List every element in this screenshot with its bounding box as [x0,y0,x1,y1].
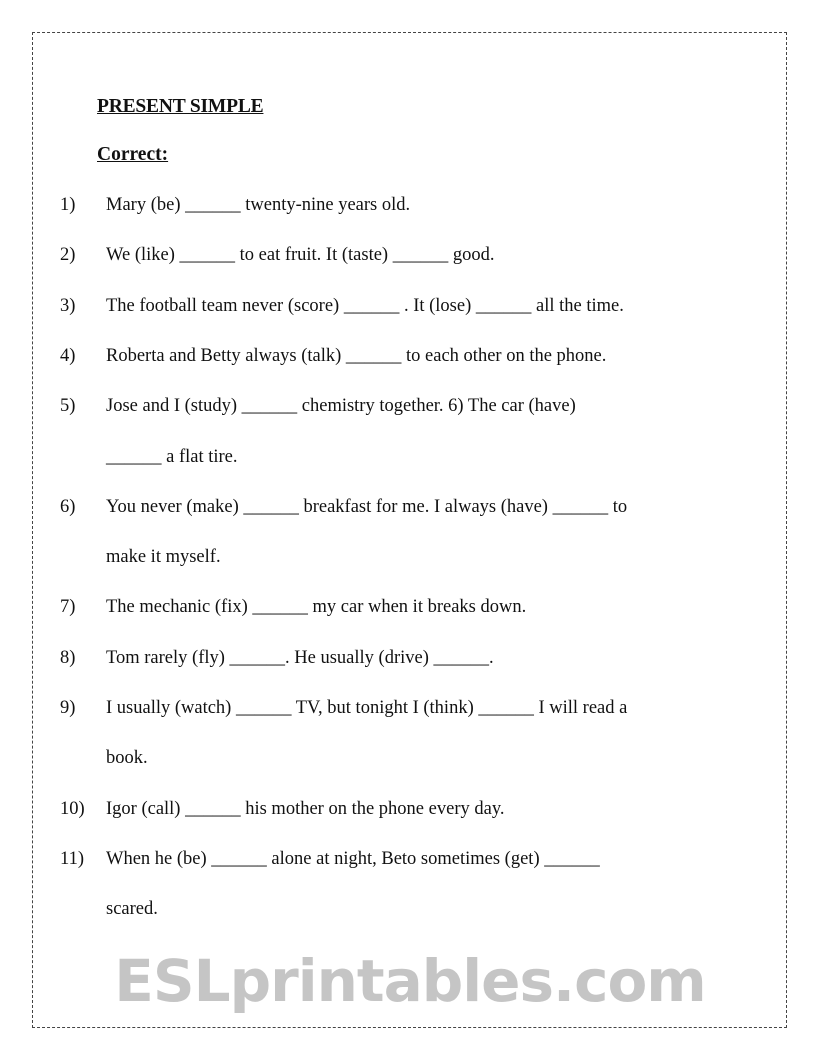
item-number: 5) [60,396,76,416]
item-text: When he (be) ______ alone at night, Beto sometimes (get) ______ [106,849,600,869]
page-border [32,32,787,1028]
watermark-logo: ESLprintables.com [114,947,706,1015]
item-number: 4) [60,346,76,366]
item-text: book. [106,748,148,768]
item-text: Igor (call) ______ his mother on the phone every day. [106,799,505,819]
item-number: 6) [60,497,76,517]
item-text: Roberta and Betty always (talk) ______ to each other on the phone. [106,346,607,366]
item-number: 7) [60,597,76,617]
instructions-heading: Correct: [97,144,169,165]
item-text: make it myself. [106,547,221,567]
item-text: Mary (be) ______ twenty-nine years old. [106,195,411,215]
item-text: You never (make) ______ breakfast for me. I always (have) ______ to [106,497,628,517]
item-number: 3) [60,296,76,316]
item-text: scared. [106,899,158,919]
item-text: ______ a flat tire. [106,447,238,467]
item-number: 10) [60,799,85,819]
item-number: 9) [60,698,76,718]
item-text: I usually (watch) ______ TV, but tonight I (think) ______ I will read a [106,698,628,718]
item-text: We (like) ______ to eat fruit. It (taste) ______ good. [106,245,495,265]
item-text: Tom rarely (fly) ______. He usually (drive) ______. [106,648,494,668]
item-number: 2) [60,245,76,265]
item-text: Jose and I (study) ______ chemistry together. 6) The car (have) [106,396,576,416]
item-number: 8) [60,648,76,668]
item-number: 11) [60,849,84,869]
worksheet-title: PRESENT SIMPLE [97,96,264,117]
item-text: The mechanic (fix) ______ my car when it breaks down. [106,597,527,617]
item-text: The football team never (score) ______ . It (lose) ______ all the time. [106,296,624,316]
item-number: 1) [60,195,76,215]
